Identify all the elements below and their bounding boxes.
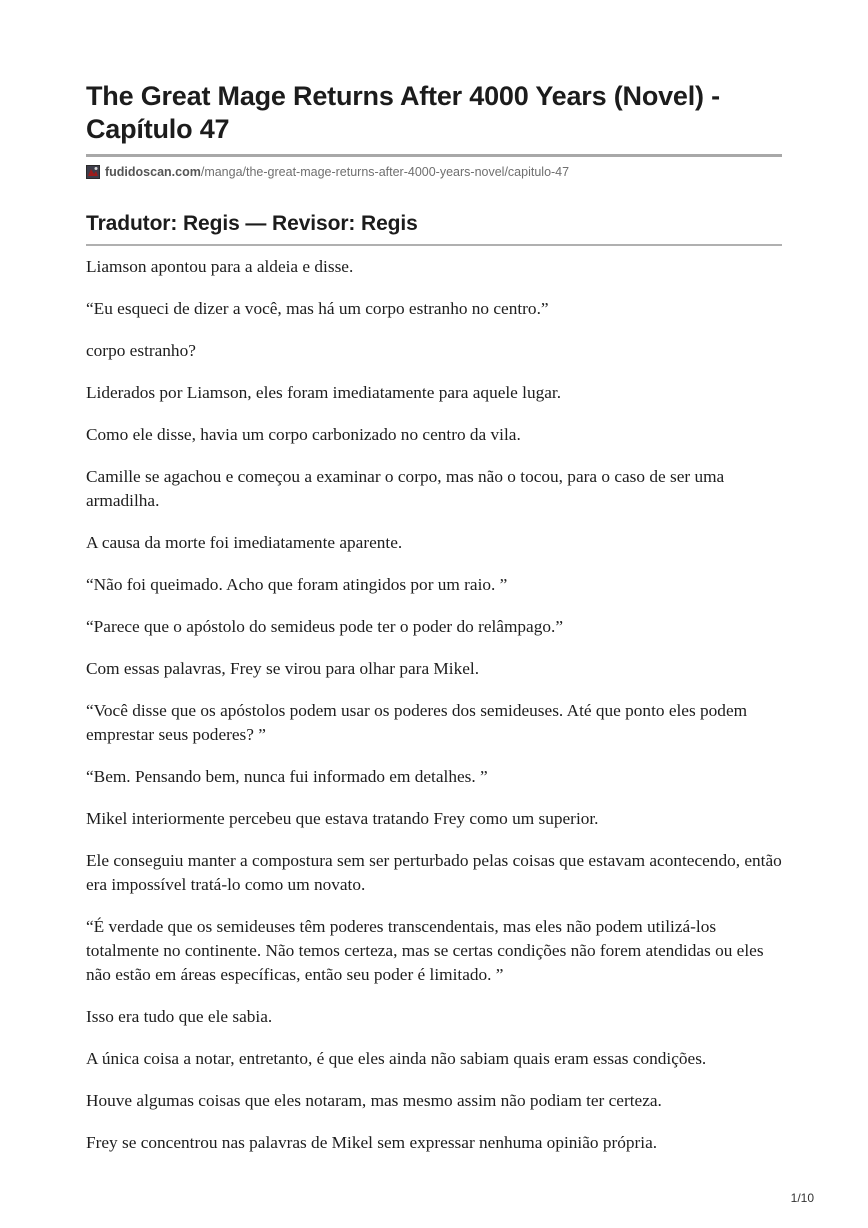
- paragraph: Como ele disse, havia um corpo carbonizado no centro da vila.: [86, 425, 521, 444]
- paragraph: “Você disse que os apóstolos podem usar os poderes dos semideuses. Até que ponto eles podem emprestar seus poderes? ”: [86, 701, 748, 744]
- source-domain: fudidoscan.com: [105, 165, 201, 179]
- paragraph: “Bem. Pensando bem, nunca fui informado em detalhes. ”: [86, 767, 488, 786]
- subtitle-divider: [86, 244, 782, 246]
- paragraph: “Não foi queimado. Acho que foram atingidos por um raio. ”: [86, 575, 508, 594]
- chapter-body: [86, 255, 782, 1155]
- page-number: 1/10: [790, 1191, 814, 1205]
- paragraph: Liderados por Liamson, eles foram imediatamente para aquele lugar.: [86, 383, 562, 402]
- paragraph: Isso era tudo que ele sabia.: [86, 1007, 273, 1026]
- translator-heading: Tradutor: Regis — Revisor: Regis: [86, 212, 418, 235]
- paragraph: “É verdade que os semideuses têm poderes transcendentais, mas eles não podem utilizá-los totalmente no continente. Não temos certeza, mas se certas condições não forem atendidas ou eles não estão em áreas específicas, então seu poder é limitado. ”: [86, 917, 764, 984]
- paragraph: Liamson apontou para a aldeia e disse.: [86, 257, 354, 276]
- paragraph: Com essas palavras, Frey se virou para olhar para Mikel.: [86, 659, 480, 678]
- paragraph: Houve algumas coisas que eles notaram, mas mesmo assim não podiam ter certeza.: [86, 1091, 662, 1110]
- paragraph: Camille se agachou e começou a examinar o corpo, mas não o tocou, para o caso de ser uma armadilha.: [86, 467, 725, 510]
- paragraph: Mikel interiormente percebeu que estava tratando Frey como um superior.: [86, 809, 599, 828]
- page-title: The Great Mage Returns After 4000 Years (Novel) - Capítulo 47: [86, 81, 720, 144]
- paragraph: “Parece que o apóstolo do semideus pode ter o poder do relâmpago.”: [86, 617, 563, 636]
- source-link[interactable]: [86, 164, 782, 180]
- title-divider: [86, 154, 782, 157]
- site-favicon-icon: [86, 165, 100, 179]
- source-path: /manga/the-great-mage-returns-after-4000-years-novel/capitulo-47: [200, 165, 570, 179]
- paragraph: A causa da morte foi imediatamente aparente.: [86, 533, 403, 552]
- paragraph: corpo estranho?: [86, 341, 196, 360]
- paragraph: Ele conseguiu manter a compostura sem ser perturbado pelas coisas que estavam acontecendo, então era impossível tratá-lo como um novato.: [86, 851, 782, 894]
- paragraph: “Eu esqueci de dizer a você, mas há um corpo estranho no centro.”: [86, 299, 549, 318]
- paragraph: A única coisa a notar, entretanto, é que eles ainda não sabiam quais eram essas condições.: [86, 1049, 707, 1068]
- paragraph: Frey se concentrou nas palavras de Mikel sem expressar nenhuma opinião própria.: [86, 1133, 658, 1152]
- document-page: [86, 80, 782, 1173]
